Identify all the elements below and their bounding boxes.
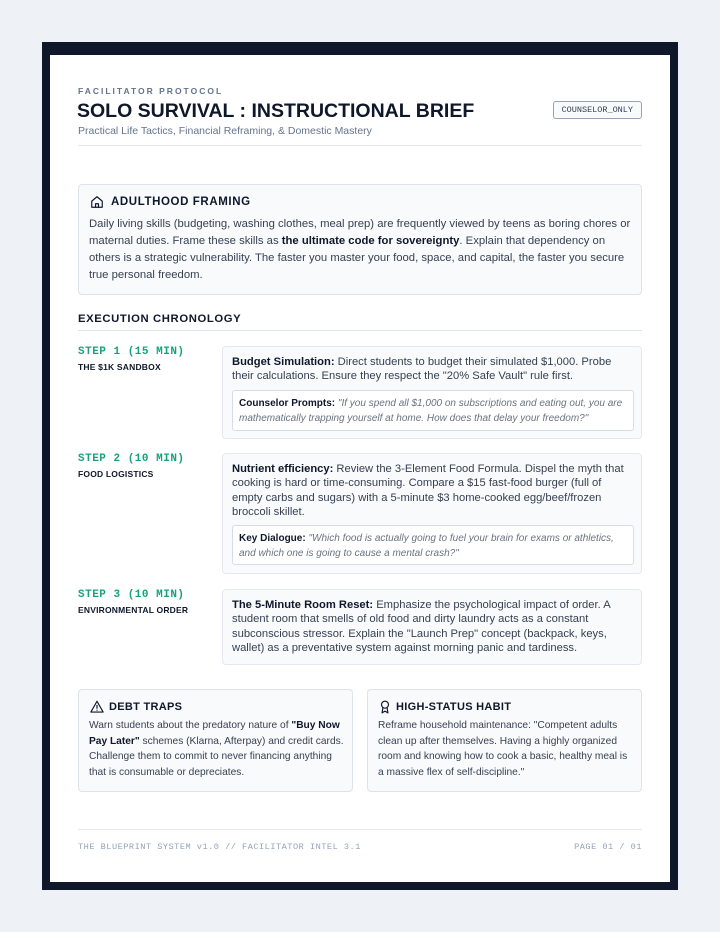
step-3-subtitle: ENVIRONMENTAL ORDER xyxy=(78,605,189,615)
step-1-text: Budget Simulation: Direct students to budget their simulated $1,000. Probe their calculations. Ensure they respect the "20% Safe Vault" rule first. xyxy=(232,356,612,383)
step-1-prompt-box xyxy=(232,390,634,431)
step-2-dialogue: Key Dialogue: "Which food is actually going to fuel your brain for exams or athletics, and which one is going to cause a mental crash?" xyxy=(239,533,614,559)
step-3-text: The 5-Minute Room Reset: Emphasize the psychological impact of order. A student room that smells of old food and dirty laundry acts as a constant subconscious stressor. Explain the "Launch Prep" concept (backpack, keys, wallet) as a preventative system against morning panic and tardiness. xyxy=(232,599,611,655)
step-3-card xyxy=(222,589,642,665)
warning-icon xyxy=(90,700,104,713)
step-2-label: STEP 2 (10 MIN) xyxy=(78,453,185,465)
debt-traps-card xyxy=(78,689,353,792)
document-kicker: FACILITATOR PROTOCOL xyxy=(78,86,224,96)
framing-title: ADULTHOOD FRAMING xyxy=(111,196,251,208)
step-2-dialogue-box xyxy=(232,525,634,565)
step-2-subtitle: FOOD LOGISTICS xyxy=(78,469,154,479)
debt-emphasis: "Buy Now Pay Later" xyxy=(89,720,340,747)
page-title: SOLO SURVIVAL : INSTRUCTIONAL BRIEF xyxy=(77,100,475,122)
step-1-card xyxy=(222,346,642,439)
document-page xyxy=(50,55,670,882)
header-divider xyxy=(78,145,642,146)
high-status-habit-card xyxy=(367,689,642,792)
adulthood-framing-card xyxy=(78,184,642,295)
step-2-text: Nutrient efficiency: Review the 3-Element Food Formula. Dispel the myth that cooking is hard or time-consuming. Compare a $15 fast-food burger (full of empty carbs and sugars) with a 5-minute $3 home-cooked egg/beef/frozen broccoli skillet. xyxy=(232,463,624,519)
section-divider xyxy=(78,330,642,331)
page-number: PAGE 01 / 01 xyxy=(574,842,642,852)
debt-traps-text: Warn students about the predatory nature of "Buy Now Pay Later" schemes (Klarna, Afterpay) and credit cards. Challenge them to commit to never financing anything that is consumable or depreciates. xyxy=(89,720,344,778)
habit-title: HIGH-STATUS HABIT xyxy=(396,701,512,713)
section-title: EXECUTION CHRONOLOGY xyxy=(78,313,242,325)
footer-system-label: THE BLUEPRINT SYSTEM v1.0 // FACILITATOR INTEL 3.1 xyxy=(78,842,361,852)
framing-emphasis: the ultimate code for sovereignty xyxy=(281,235,460,247)
habit-text: Reframe household maintenance: "Competent adults clean up after themselves. Having a highly organized room and knowing how to cook a basic, healthy meal is a massive flex of self-discipline." xyxy=(378,720,628,778)
footer-divider xyxy=(78,829,642,830)
step-1-prompt: Counselor Prompts: "If you spend all $1,000 on subscriptions and eating out, you are mathematically trapping yourself at home. How does that delay your freedom?" xyxy=(239,398,623,424)
step-1-subtitle: THE $1K SANDBOX xyxy=(78,362,161,372)
debt-traps-title: DEBT TRAPS xyxy=(109,700,183,713)
audience-badge: COUNSELOR_ONLY xyxy=(553,101,642,119)
framing-text: Daily living skills (budgeting, washing clothes, meal prep) are frequently viewed by teens as boring chores or maternal duties. Frame these skills as the ultimate code for sovereignty. Explain that dependency on others is a strategic vulnerability. The faster you master your food, space, and capital, the faster you secure true personal freedom. xyxy=(89,218,631,281)
step-1-label: STEP 1 (15 MIN) xyxy=(78,346,185,358)
award-icon xyxy=(379,700,391,714)
step-3-label: STEP 3 (10 MIN) xyxy=(78,589,185,601)
page-subtitle: Practical Life Tactics, Financial Reframing, & Domestic Mastery xyxy=(78,125,372,137)
home-icon xyxy=(90,195,104,209)
step-2-card xyxy=(222,453,642,574)
